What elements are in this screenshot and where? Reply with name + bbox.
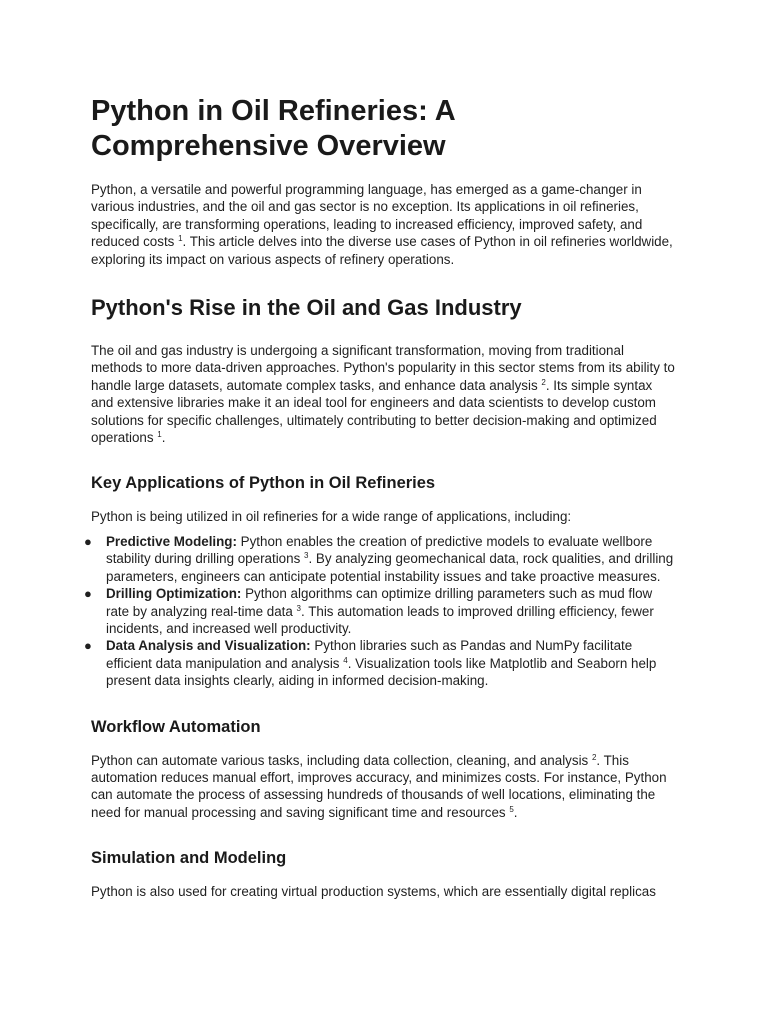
footnote-ref[interactable]: 5: [509, 804, 514, 814]
footnote-ref[interactable]: 1: [178, 234, 183, 244]
section-heading-simulation: Simulation and Modeling: [91, 849, 287, 868]
applications-list: [84, 533, 678, 690]
bullet-icon: ●: [84, 586, 92, 602]
bullet-icon: ●: [84, 638, 92, 654]
list-item-label: Data Analysis and Visualization:: [106, 638, 311, 654]
rise-text-3: .: [161, 430, 166, 446]
footnote-ref[interactable]: 3: [304, 551, 309, 561]
rise-text-1: The oil and gas industry is undergoing a significant transformation, moving from traditional methods to more data-driven approaches. Python's popularity in this sector stems from its ability to handle large datasets, automate complex tasks, and enhance data analysis: [91, 343, 675, 393]
list-item-text: Python libraries such as Pandas and NumPy facilitate efficient data manipulation and analysis: [106, 638, 633, 671]
section-heading-key-applications: Key Applications of Python in Oil Refineries: [91, 474, 436, 493]
footnote-ref[interactable]: 4: [343, 655, 348, 665]
list-item-label: Predictive Modeling:: [106, 533, 237, 549]
intro-text-1: Python, a versatile and powerful programming language, has emerged as a game-changer in various industries, and the oil and gas sector is no exception. Its applications in oil refineries, specifically, are transforming operations, leading to increased efficiency, improved safety, and reduced costs: [91, 182, 643, 250]
footnote-ref[interactable]: 2: [541, 377, 546, 387]
key-applications-lead: Python is being utilized in oil refineries for a wide range of applications, including:: [91, 509, 572, 525]
footnote-ref[interactable]: 2: [591, 752, 597, 762]
intro-paragraph: [91, 181, 678, 268]
rise-text-2: . Its simple syntax and extensive libraries make it an ideal tool for engineers and data scientists to develop custom solutions for specific challenges, ultimately contributing to better decision-making and optimized operations: [91, 377, 657, 446]
simulation-paragraph: Python is also used for creating virtual production systems, which are essentially digital replicas: [91, 884, 656, 900]
list-item: [84, 637, 678, 689]
bullet-icon: ●: [84, 533, 92, 549]
list-item: [84, 533, 678, 585]
list-item-label: Drilling Optimization:: [106, 586, 242, 602]
list-item-text: . This automation leads to improved drilling efficiency, fewer incidents, and increased well productivity.: [106, 603, 654, 636]
page-title: Python in Oil Refineries: A Comprehensive Overview: [91, 95, 455, 162]
section-heading-workflow: Workflow Automation: [91, 717, 261, 736]
footnote-ref[interactable]: 1: [157, 430, 162, 440]
section-heading-rise: Python's Rise in the Oil and Gas Industry: [91, 295, 522, 321]
footnote-ref[interactable]: 3: [296, 603, 301, 613]
workflow-paragraph: [91, 752, 678, 822]
workflow-text-3: .: [513, 804, 518, 820]
list-item-text: Python enables the creation of predictive models to evaluate wellbore stability during drilling operations: [106, 533, 653, 567]
list-item-text: . Visualization tools like Matplotlib and Seaborn help present data insights clearly, aiding in informed decision-making.: [106, 655, 657, 689]
list-item: [84, 585, 678, 637]
workflow-text-2: . This automation reduces manual effort, improves accuracy, and minimizes costs. For instance, Python can automate the process of assessing hundreds of thousands of well locations, eliminating the need for manual processing and saving significant time and resources: [91, 752, 667, 820]
workflow-text-1: Python can automate various tasks, including data collection, cleaning, and analysis: [91, 752, 592, 768]
list-item-text: Python algorithms can optimize drilling parameters such as mud flow rate by analyzing real-time data: [106, 586, 653, 619]
rise-paragraph: [91, 342, 678, 446]
list-item-text: . By analyzing geomechanical data, rock qualities, and drilling parameters, engineers can anticipate potential instability issues and take proactive measures.: [106, 551, 674, 584]
intro-text-2: . This article delves into the diverse use cases of Python in oil refineries worldwide, exploring its impact on various aspects of refinery operations.: [91, 234, 673, 267]
